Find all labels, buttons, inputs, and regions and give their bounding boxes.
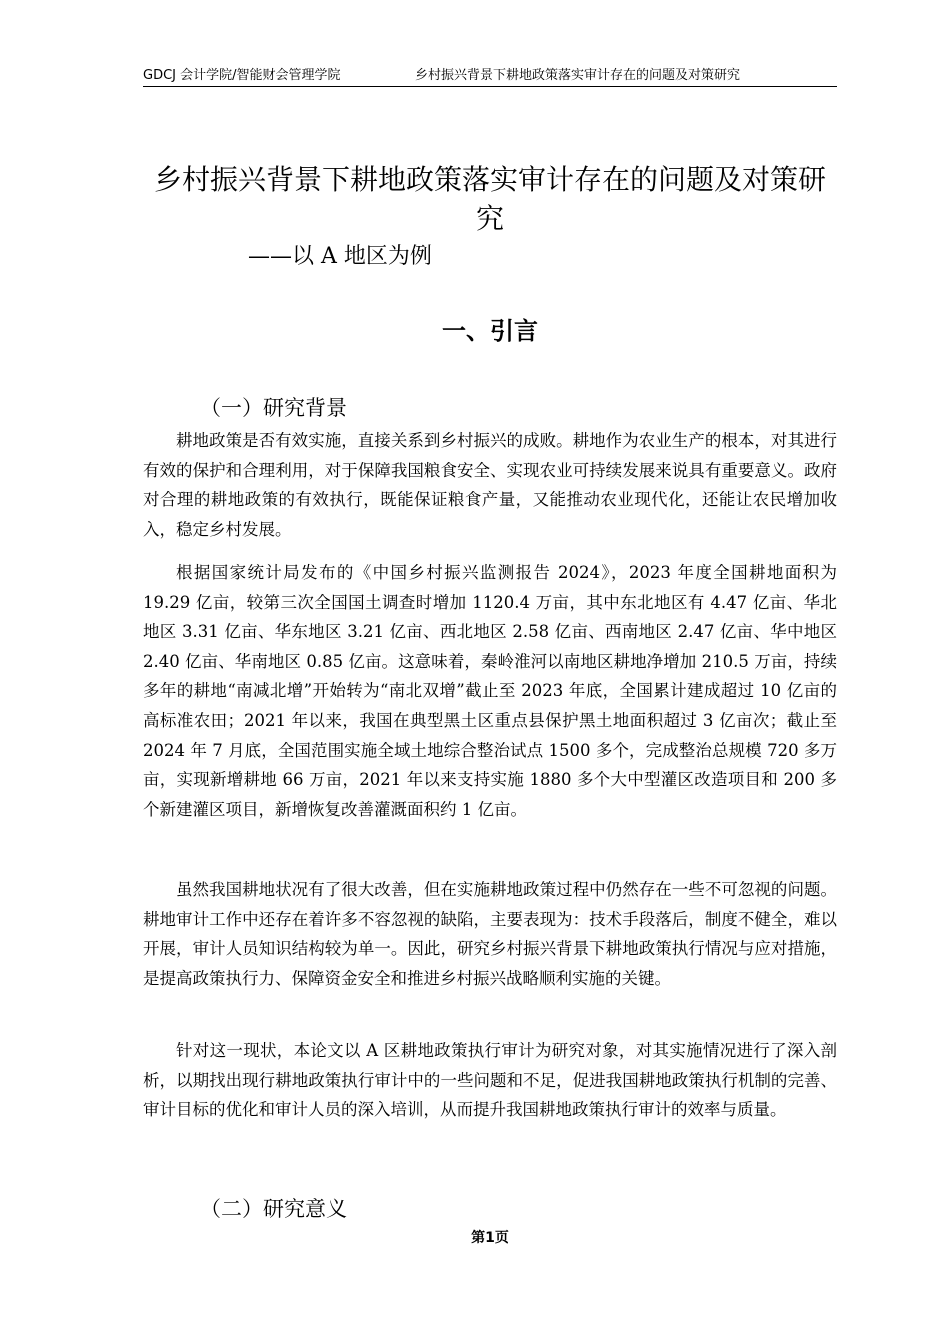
header-left-text: GDCJ 会计学院/智能财会管理学院: [143, 68, 341, 83]
page-number: 第1页: [471, 1230, 509, 1246]
paragraph-1: 耕地政策是否有效实施，直接关系到乡村振兴的成败。耕地作为农业生产的根本，对其进行有效的保护和合理利用，对于保障我国粮食安全、实现农业可持续发展来说具有重要意义。政府对合理的耕地政策的有效执行，既能保证粮食产量，又能推动农业现代化，还能让农民增加收入，稳定乡村发展。: [143, 431, 837, 539]
subsection-heading-significance: （二）研究意义: [200, 1197, 347, 1221]
paper-subtitle: ——以 A 地区为例: [248, 244, 432, 269]
page-header: [143, 66, 837, 87]
header-right-text: 乡村振兴背景下耕地政策落实审计存在的问题及对策研究: [415, 68, 741, 83]
paragraph-2: 根据国家统计局发布的《中国乡村振兴监测报告 2024》，2023 年度全国耕地面积为 19.29 亿亩，较第三次全国国土调查时增加 1120.4 万亩，其中东北地区有 4.47 亿亩、华北地区 3.31 亿亩、华东地区 3.21 亿亩、西北地区 2.58 亿亩、西南地区 2.47 亿亩、华中地区 2.40 亿亩、华南地区 0.85 亿亩。这意味着，秦岭淮河以南地区耕地净增加 210.5 万亩，持续多年的耕地“南减北增”开始转为“南北双增”截止至 2023 年底，全国累计建成超过 10 亿亩的高标准农田；2021 年以来，我国在典型黑土区重点县保护黑土地面积超过 3 亿亩次；截止至 2024 年 7 月底，全国范围实施全域土地综合整治试点 1500 多个，完成整治总规模 720 多万亩，实现新增耕地 66 万亩，2021 年以来支持实施 1880 多个大中型灌区改造项目和 200 多个新建灌区项目，新增恢复改善灌溉面积约 1 亿亩。: [143, 563, 837, 819]
section-heading-intro: 一、引言: [442, 317, 538, 345]
paragraph-4: 针对这一现状，本论文以 A 区耕地政策执行审计为研究对象，对其实施情况进行了深入剖析，以期找出现行耕地政策执行审计中的一些问题和不足，促进我国耕地政策执行机制的完善、审计目标的优化和审计人员的深入培训，从而提升我国耕地政策执行审计的效率与质量。: [143, 1041, 837, 1120]
subsection-heading-background: （一）研究背景: [200, 396, 347, 420]
paper-title: 乡村振兴背景下耕地政策落实审计存在的问题及对策研究: [153, 163, 826, 235]
paragraph-3: 虽然我国耕地状况有了很大改善，但在实施耕地政策过程中仍然存在一些不可忽视的问题。耕地审计工作中还存在着许多不容忽视的缺陷，主要表现为：技术手段落后，制度不健全，难以开展，审计人员知识结构较为单一。因此，研究乡村振兴背景下耕地政策执行情况与应对措施，是提高政策执行力、保障资金安全和推进乡村振兴战略顺利实施的关键。: [143, 880, 837, 988]
